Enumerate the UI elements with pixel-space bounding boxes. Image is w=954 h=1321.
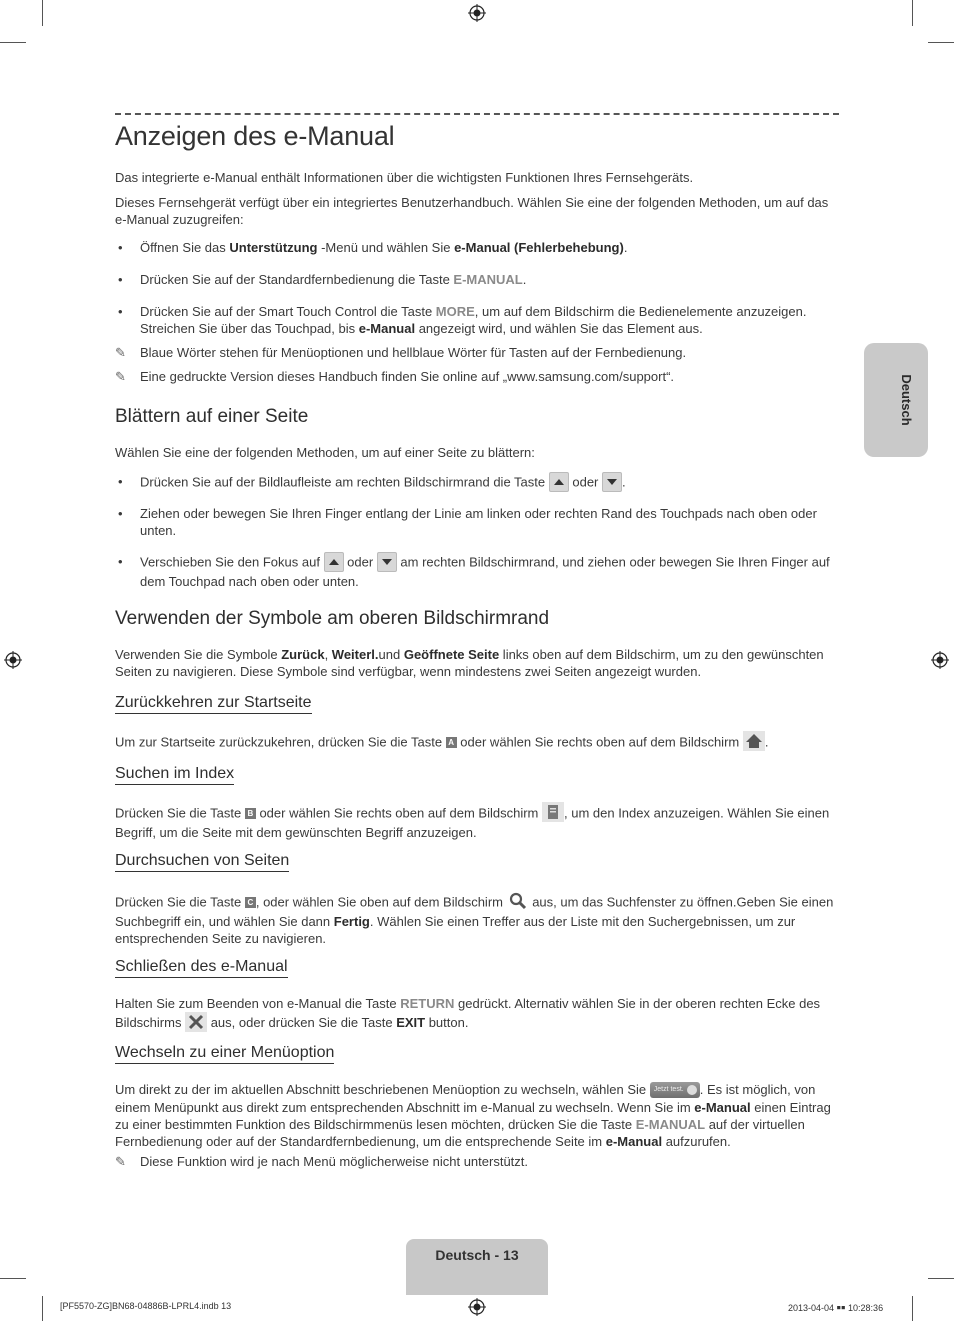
section-paragraph: Wählen Sie eine der folgenden Methoden, um auf einer Seite zu blättern: [115, 445, 535, 460]
registration-mark-icon [468, 4, 486, 22]
close-x-icon [185, 1012, 207, 1032]
bullet: • [118, 272, 123, 287]
crop-mark [912, 0, 913, 26]
arrow-up-icon [549, 472, 569, 492]
section-paragraph: Um direkt zu der im aktuellen Abschnitt beschriebenen Menüoption zu wechseln, wählen Sie Jetzt test. . Es ist möglich, von einem Menüpunkt aus direkt zum entsprechenden Abschnitt im e-Manual zu wechseln. Wenn Sie im e-Manual einen Eintrag zu einer bestimmten Funktion des Bildschirmmenüs lesen möchten, drücken Sie die Taste E-MANUAL auf der virtuellen Fernbedienung oder auf der Standardfernbedienung, um die entsprechende Seite im e-Manual aufzurufen. [115, 1082, 831, 1149]
intro-paragraph: Dieses Fernsehgerät verfügt über ein integriertes Benutzerhandbuch. Wählen Sie eine der folgenden Methoden, um auf das e-Manual zuzugreifen: [115, 195, 829, 227]
page-number: Deutsch - 13 [435, 1247, 519, 1263]
section-heading: Blättern auf einer Seite [115, 406, 309, 427]
footer-filename: [PF5570-ZG]BN68-04886B-LPRL4.indb 13 [60, 1301, 232, 1311]
list-item: • Verschieben Sie den Fokus auf oder am rechten Bildschirmrand, und ziehen oder bewegen Sie Ihren Finger auf dem Touchpad nach oben oder unten. [118, 554, 830, 589]
magnifier-icon [507, 891, 529, 911]
subsection-heading: Zurückkehren zur Startseite [115, 694, 312, 714]
list-item: • Drücken Sie auf der Standardfernbedienung die Taste E-MANUAL. [118, 272, 527, 287]
language-side-tab: Deutsch [864, 343, 928, 457]
pencil-icon: ✎ [115, 1154, 126, 1169]
crop-mark [928, 1278, 954, 1279]
list-item: • Ziehen oder bewegen Sie Ihren Finger entlang der Linie am linken oder rechten Rand des Touchpads nach oben oder unten. [118, 506, 817, 538]
page-title: Anzeigen des e-Manual [115, 121, 395, 151]
key-a-icon: A [446, 737, 457, 748]
crop-mark [0, 42, 26, 43]
list-item: • Drücken Sie auf der Bildlaufleiste am rechten Bildschirmrand die Taste oder . [140, 473, 840, 493]
crop-mark [42, 1296, 43, 1321]
crop-mark [42, 0, 43, 26]
registration-mark-icon [4, 651, 22, 669]
registration-mark-icon [468, 1298, 486, 1316]
subsection-heading: Schließen des e-Manual [115, 958, 288, 978]
key-b-icon: B [245, 808, 256, 819]
title-rule [115, 113, 839, 115]
index-icon [542, 802, 564, 822]
section-heading: Verwenden der Symbole am oberen Bildschirmrand [115, 608, 550, 629]
list-item: • Drücken Sie auf der Smart Touch Control die Taste MORE, um auf dem Bildschirm die Bedienelemente anzuzeigen. Streichen Sie über das Touchpad, bis e-Manual angezeigt wird, und wählen Sie das Element aus. [118, 304, 807, 336]
note: ✎ Blaue Wörter stehen für Menüoptionen und hellblaue Wörter für Tasten auf der Fernbedienung. [115, 345, 687, 360]
arrow-up-icon [324, 552, 344, 572]
bullet: • [118, 506, 123, 521]
pencil-icon: ✎ [115, 345, 126, 360]
subsection-heading: Wechseln zu einer Menüoption [115, 1044, 334, 1064]
list-item: • Öffnen Sie das Unterstützung -Menü und wählen Sie e-Manual (Fehlerbehebung). [118, 240, 628, 255]
section-paragraph: Verwenden Sie die Symbole Zurück, Weiterl.und Geöffnete Seite links oben auf dem Bildschirm, um zu den gewünschten Seiten zu navigieren. Diese Symbole sind verfügbar, wenn mindestens zwei Seiten angezeigt wurden. [115, 647, 824, 679]
registration-mark-icon [931, 651, 949, 669]
intro-paragraph: Das integrierte e-Manual enthält Informationen über die wichtigsten Funktionen Ihres Fernsehgeräts. [115, 170, 694, 185]
key-c-icon: C [245, 897, 256, 908]
crop-mark [912, 1296, 913, 1321]
bullet: • [118, 240, 123, 255]
footer-timestamp: 2013-04-04 ￭￭ 10:28:36 [788, 1303, 884, 1313]
jetzt-test-button: Jetzt test. [650, 1082, 700, 1098]
subsection-heading: Durchsuchen von Seiten [115, 852, 289, 872]
bullet: • [118, 304, 123, 319]
crop-mark [0, 1278, 26, 1279]
section-paragraph: Drücken Sie die Taste B oder wählen Sie rechts oben auf dem Bildschirm , um den Index anzuzeigen. Wählen Sie einen Begriff, um die Seite mit dem gewünschten Begriff anzuzeigen. [115, 804, 837, 841]
play-icon [687, 1085, 697, 1095]
page-number-tab [406, 1239, 548, 1295]
arrow-down-icon [602, 472, 622, 492]
bullet: • [118, 474, 123, 489]
section-paragraph: Halten Sie zum Beenden von e-Manual die Taste RETURN gedrückt. Alternativ wählen Sie in der oberen rechten Ecke des Bildschirms aus, oder drücken Sie die Taste EXIT button. [115, 996, 821, 1030]
section-paragraph: Um zur Startseite zurückzukehren, drücken Sie die Taste A oder wählen Sie rechts oben auf dem Bildschirm . [115, 733, 837, 753]
pencil-icon: ✎ [115, 369, 126, 384]
subsection-heading: Suchen im Index [115, 765, 234, 785]
section-paragraph: Drücken Sie die Taste C , oder wählen Sie oben auf dem Bildschirm aus, um das Suchfenster zu öffnen.Geben Sie einen Suchbegriff ein, und wählen Sie dann Fertig. Wählen Sie einen Treffer aus der Liste mit den Suchergebnissen, um zur entsprechenden Seite zu navigieren. [115, 893, 837, 947]
note: ✎ Eine gedruckte Version dieses Handbuch finden Sie online auf „www.samsung.com/support“. [115, 369, 675, 384]
note: ✎ Diese Funktion wird je nach Menü möglicherweise nicht unterstützt. [115, 1154, 529, 1169]
bullet: • [118, 554, 123, 569]
arrow-down-icon [377, 552, 397, 572]
crop-mark [928, 42, 954, 43]
home-icon [743, 731, 765, 751]
